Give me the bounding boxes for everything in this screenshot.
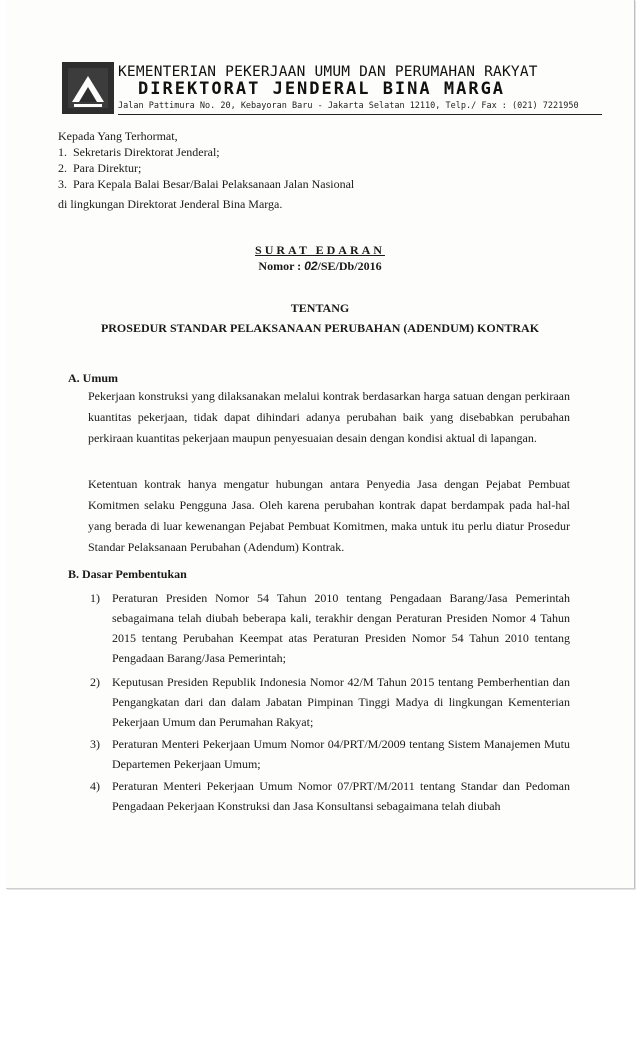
document-page [6,0,635,889]
recipient-3 [58,176,354,192]
number-suffix: /SE/Db/2016 [317,259,382,273]
recipient-text: Para Kepala Balai Besar/Balai Pelaksanaan Jalan Nasional [73,177,355,191]
item-number: 4) [90,779,100,793]
recipient-num: 2. [58,161,67,175]
item-number: 3) [90,737,100,751]
section-a-paragraph-1: Pekerjaan konstruksi yang dilaksanakan melalui kontrak berdasarkan harga satuan dengan perkiraan kuantitas pekerjaan, tidak dapat dihindari adanya perubahan baik yang disebabkan perubahan perkiraan kuantitas pekerjaan maupun penyesuaian desain dengan kondisi aktual di lapangan. [88,389,570,445]
item-number: 2) [90,675,100,689]
greeting: Kepada Yang Terhormat, [58,129,178,143]
section-b-title: B. Dasar Pembentukan [68,567,187,581]
item-number: 1) [90,591,100,605]
recipient-num: 1. [58,145,67,159]
legal-basis-item-2 [90,672,570,732]
addressee-location: di lingkungan Direktorat Jenderal Bina Marga. [58,197,283,211]
letterhead-rule [118,114,602,115]
office-address: Jalan Pattimura No. 20, Kebayoran Baru - Jakarta Selatan 12110, Telp./ Fax : (021) 7221950 [118,101,579,111]
ministry-emblem-icon [62,62,114,114]
item-text: Keputusan Presiden Republik Indonesia Nomor 42/M Tahun 2015 tentang Pemberhentian dan Pengangkatan dari dan dalam Jabatan Pimpinan Tinggi Madya di lingkungan Kementerian Pekerjaan Umum dan Perumahan Rakyat; [112,675,570,729]
item-text: Peraturan Presiden Nomor 54 Tahun 2010 tentang Pengadaan Barang/Jasa Pemerintah sebagaimana telah diubah beberapa kali, terakhir dengan Peraturan Presiden Nomor 4 Tahun 2015 tentang Perubahan Keempat atas Peraturan Presiden Nomor 54 Tahun 2010 tentang Pengadaan Barang/Jasa Pemerintah; [112,591,570,665]
recipient-1 [58,144,220,160]
legal-basis-item-4 [90,776,570,816]
recipient-2 [58,160,141,176]
recipient-text: Para Direktur; [73,161,142,175]
number-label: Nomor : [258,259,302,273]
recipient-text: Sekretaris Direktorat Jenderal; [73,145,220,159]
recipient-num: 3. [58,177,67,191]
document-number [6,258,634,274]
section-a-title: A. Umum [68,371,118,385]
directorate-name: DIREKTORAT JENDERAL BINA MARGA [138,79,506,99]
item-text: Peraturan Menteri Pekerjaan Umum Nomor 04/PRT/M/2009 tentang Sistem Manajemen Mutu Departemen Pekerjaan Umum; [112,737,570,771]
ministry-name: KEMENTERIAN PEKERJAAN UMUM DAN PERUMAHAN RAKYAT [118,64,538,80]
document-type: SURAT EDARAN [255,243,385,257]
section-a-paragraph-2: Ketentuan kontrak hanya mengatur hubungan antara Penyedia Jasa dengan Pejabat Pembuat Komitmen selaku Pengguna Jasa. Oleh karena perubahan kontrak dapat berdampak pada hal-hal yang berada di luar kewenangan Pejabat Pembuat Komitmen, maka untuk itu perlu diatur Prosedur Standar Pelaksanaan Perubahan (Adendum) Kontrak. [88,477,570,554]
number-handwritten: 02 [304,259,318,273]
document-subject: PROSEDUR STANDAR PELAKSANAAN PERUBAHAN (ADENDUM) KONTRAK [100,321,540,335]
tentang-label: TENTANG [290,301,350,315]
item-text: Peraturan Menteri Pekerjaan Umum Nomor 07/PRT/M/2011 tentang Standar dan Pedoman Pengadaan Pekerjaan Konstruksi dan Jasa Konsultansi sebagaimana telah diubah [112,779,570,813]
legal-basis-item-3 [90,734,570,774]
legal-basis-item-1 [90,588,570,668]
